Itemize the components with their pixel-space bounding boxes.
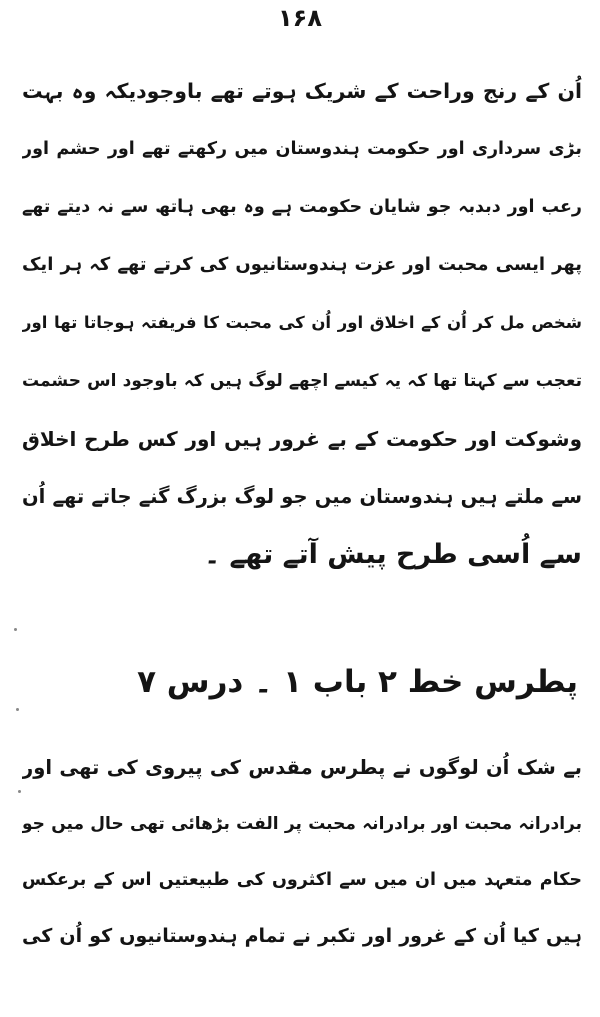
text-line: سے اُسی طرح پیش آتے تھے ۔: [204, 539, 582, 570]
text-line: برادرانہ محبت اور برادرانہ محبت پر الفت بڑھائی تھی حال میں جو: [22, 814, 582, 834]
text-line: اُن کے رنج وراحت کے شریک ہوتے تھے باوجودیکہ وہ بہت: [22, 79, 582, 103]
text-line: تعجب سے کہتا تھا کہ یہ کیسے اچھے لوگ ہیں کہ باوجود اس حشمت: [22, 371, 582, 391]
text-line: شخص مل کر اُن کے اخلاق اور اُن کی محبت کا فریفتہ ہوجاتا تھا اور: [22, 313, 582, 332]
paragraph-2: [22, 740, 582, 964]
paragraph-1: [22, 62, 582, 584]
text-line: سے ملتے ہیں ہندوستان میں جو لوگ بزرگ گنے جاتے تھے اُن: [22, 485, 582, 508]
text-line: وشوکت اور حکومت کے بے غرور ہیں اور کس طرح اخلاق: [22, 427, 582, 451]
text-line: بے شک اُن لوگوں نے پطرس مقدس کی پیروی کی تھی اور: [22, 756, 582, 779]
text-line: بڑی سرداری اور حکومت ہندوستان میں رکھتے تھے اور حشم اور: [22, 139, 582, 159]
section-heading: پطرس خط ۲ باب ۱ ۔ درس ۷: [137, 664, 578, 700]
page-number: ۱۶۸: [278, 4, 322, 32]
text-line: رعب اور دبدبہ جو شایان حکومت ہے وہ بھی ہاتھ سے نہ دیتے تھے: [22, 197, 582, 217]
scan-speck: [14, 628, 17, 631]
text-line: پھر ایسی محبت اور عزت ہندوستانیوں کی کرتے تھے کہ ہر ایک: [22, 254, 582, 275]
text-line: حکام متعہد میں ان میں سے اکثروں کی طبیعتیں اس کے برعکس: [22, 870, 582, 890]
text-line: ہیں کیا اُن کے غرور اور تکبر نے تمام ہندوستانیوں کو اُن کی: [22, 925, 582, 947]
scan-speck: [16, 708, 19, 711]
scan-speck: [18, 790, 21, 793]
